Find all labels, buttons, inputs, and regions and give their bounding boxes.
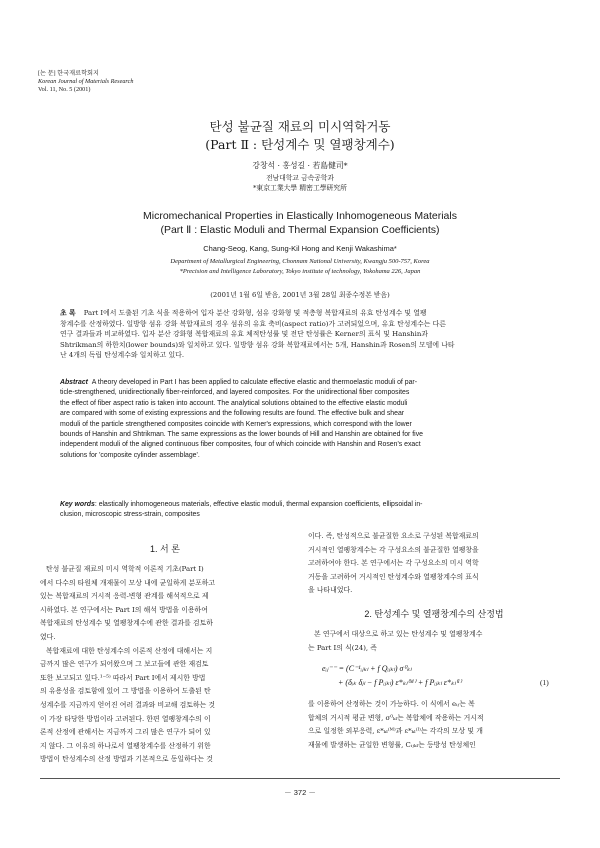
abstract-en [60,378,542,461]
body-line: 에서 다수의 타원체 개재물이 모상 내에 균일하게 분포하고 [40,578,216,587]
authors-kr: 강창석 · 홍성길 · 若島健司* [252,161,348,170]
body-line: 또한 보고되고 있다.¹⁻⁵⁾ 따라서 Part Ⅰ에서 제시한 방법 [40,673,206,682]
body-line: 거동을 고려하여 거시적인 탄성계수와 열팽창계수의 표식 [308,572,479,581]
right-intro-body [308,530,560,598]
body-line: 방법이 탄성계수의 산정 방법과 기본적으로 동일하다는 것 [40,755,213,764]
section-2-body [308,628,560,655]
body-line: 으로 일정한 외부응력, ε*ₖₗ⁽ᴹ⁾과 ε*ₖₗ⁽ᴵ⁾는 각각의 모상 및 개 [308,727,483,736]
section-1-body [40,563,292,767]
abstract-kr-line: 초 록 Part Ⅰ에서 도출된 기초 식을 적용하여 입자 분산 강화형, 섬유 강화형 및 적층형 복합재료의 유효 탄성계수 및 열팽 [60,309,427,317]
affil-kr-2: *東京工業大學 精密工學硏究所 [253,184,347,192]
body-line: 론적 산정에 관해서는 지금까지 그리 많은 연구가 되어 있 [40,728,211,737]
body-line: 을 나타내었다. [308,586,353,595]
body-line: 이 가장 타당한 방법이라 고려된다. 한편 열팽창계수의 이 [40,714,211,723]
abstract-en-label: Abstract [60,379,88,386]
title-en-2: (Part Ⅱ : Elastic Moduli and Thermal Expansion Coefficients) [160,224,440,236]
abstract-kr-line: Shtrikman의 하한치(lower bounds)와 일치하고 있다. 일방향 섬유 강화 복합재료에서는 5개, Hanshin과 Rosen의 모델에 나타 [60,340,455,349]
section-1-heading: 1. 서 론 [150,544,180,554]
keywords [60,500,542,521]
keywords-line: Key words: elastically inhomogeneous materials, effective elastic moduli, thermal expansion coefficients, ellipsoidal in- [60,501,423,508]
abstract-en-line: bounds of Hanshin and Shtrikman. The same expressions as the lower bounds of Hill and Hanshin are obtained for five [60,431,423,439]
body-line: 재물에 발생하는 균일한 변형률, Cᵢⱼₖₗ는 등방성 탄성체인 [308,740,476,749]
abstract-en-line: independent moduli of the aligned continuous fiber composites, four of which coincide with Hanshin and Rosen's exact [60,441,421,449]
body-line: 복합재료의 탄성계수 및 열팽창계수에 관한 결과를 검토하 [40,619,213,628]
body-line: 본 연구에서 대상으로 하고 있는 탄성계수 및 열팽창계수 [314,630,483,638]
body-line: 성계수를 지금까지 얻어진 여러 결과와 비교해 검토하는 것 [40,700,216,709]
keywords-label: Key words [60,501,95,508]
equation-1-line-1: eᵢⱼ⁻⁻ = (C⁻¹ᵢⱼₖₗ + f Qᵢⱼₖₗ) σ⁰ₖₗ [322,664,412,673]
body-line: 탄성 불균질 재료의 미시 역학적 이론적 기초(Part Ⅰ) [46,565,204,573]
abstract-kr-label: 초 록 [60,309,76,317]
affil-en-1: Department of Metallurgical Engineering, Chonnam National University, Kwangju 500-757, Korea [170,258,430,265]
journal-line-3: Vol. 11, No. 5 (2001) [38,86,91,93]
keywords-line: clusion, microscopic stress-strain, composites [60,511,200,519]
body-line: 는 Part Ⅰ의 식(24), 즉 [308,643,377,652]
page-number: － 372 － [284,788,316,797]
title-kr-1: 탄성 불균질 재료의 미시역학거동 [209,119,391,134]
affil-en-2: *Precision and Intelligence Laboratory, Tokyo institute of technology, Yokohama 226, Japan [179,268,421,275]
body-line: 고려하여야 한다. 본 연구에서는 각 구성요소의 미시 역학 [308,559,479,568]
abstract-en-line: solutions for 'composite cylinder assemblage'. [60,451,200,459]
body-line: 복합재료에 대한 탄성계수의 이론적 산정에 대해서는 지 [46,646,213,655]
abstract-en-line: are compared with some of existing expressions and the following results are found. The effective bulk and shear [60,410,405,418]
equation-1-number: (1) [540,678,549,687]
body-line: 금까지 많은 연구가 되어왔으며 그 보고들에 관한 재검토 [40,660,209,669]
body-line: 있는 복합재료의 거시적 응력-변형 관계를 해석적으로 제 [40,592,209,601]
body-line: 의 유용성을 검토함에 있어 그 방법을 이용하여 도출된 탄 [40,687,211,696]
journal-line-2: Korean Journal of Materials Research [38,78,134,85]
footer-rule [40,778,560,779]
received-date: (2001년 1월 6일 받음, 2001년 3월 28일 최종수정본 받음) [210,291,390,299]
body-line: 였다. [40,632,56,641]
abstract-kr-line: 난 4개의 독립 탄성계수와 일치하고 있다. [60,351,185,360]
section-2-heading: 2. 탄성계수 및 열팽창계수의 산정법 [364,609,504,619]
abstract-en-line: moduli of the particle strengthened composites coincide with Kerner's expressions, which correspond with the lower [60,420,412,428]
abstract-en-line: ticle-strengthened, unidirectionally fiber-reinforced, and layered composites. For the unidirectional fiber composites [60,389,410,397]
abstract-kr [60,308,542,361]
body-line: 거시적인 열팽창계수는 각 구성요소의 불균질한 열팽창을 [308,545,479,554]
title-kr-2: (Part Ⅱ : 탄성계수 및 열팽창계수) [205,137,395,152]
section-2-after [308,698,560,752]
abstract-en-line: the effect of fiber aspect ratio is taken into account. The analytical solutions obtained to the effective elastic moduli [60,399,408,407]
authors-en: Chang-Seog, Kang, Sung-Kil Hong and Kenji Wakashima* [203,244,397,253]
body-line: 합체의 거시적 평균 변형, σ⁰ₖₗ는 복합체에 작용하는 거시적 [308,713,484,722]
abstract-kr-line: 연구 결과들과 비교하였다. 입자 분산 강화형 복합재료의 유효 체적탄성률 및 전단 탄성률은 Kerner의 표식 및 Hanshin과 [60,330,428,339]
body-line: 지 않다. 그 이유의 하나로서 열팽창계수를 산정하기 위한 [40,741,211,750]
abstract-kr-line: 창계수를 산정하였다. 일방향 섬유 강화 복합재료의 경우 섬유의 유효 축비(aspect ratio)가 고려되었으며, 유효 탄성계수는 다른 [60,319,446,328]
journal-line-1: [논 문] 한국재료학회지 [38,70,100,77]
affil-kr-1: 전남대학교 금속공학과 [266,174,334,182]
body-line: 시하였다. 본 연구에서는 Part Ⅰ의 해석 방법을 이용하여 [40,605,208,614]
abstract-en-line: Abstract A theory developed in Part Ⅰ has been applied to calculate effective elastic and thermoelastic moduli of par- [60,379,417,386]
journal-header [38,70,133,94]
body-line: 이다. 즉, 탄성적으로 불균질한 요소로 구성된 복합재료의 [308,532,479,540]
body-line: 를 이용하여 산정하는 것이 가능하다. 이 식에서 eᵢⱼ는 복 [308,700,475,708]
title-en-1: Micromechanical Properties in Elastically Inhomogeneous Materials [143,210,457,222]
equation-1-line-2: + (δᵢₖ δⱼₗ − f Pᵢⱼₖₗ) ε*ₖₗ⁽ᴹ⁾ + f Pᵢⱼₖₗ ε*ₖₗ⁽ᴵ⁾ [338,678,462,687]
